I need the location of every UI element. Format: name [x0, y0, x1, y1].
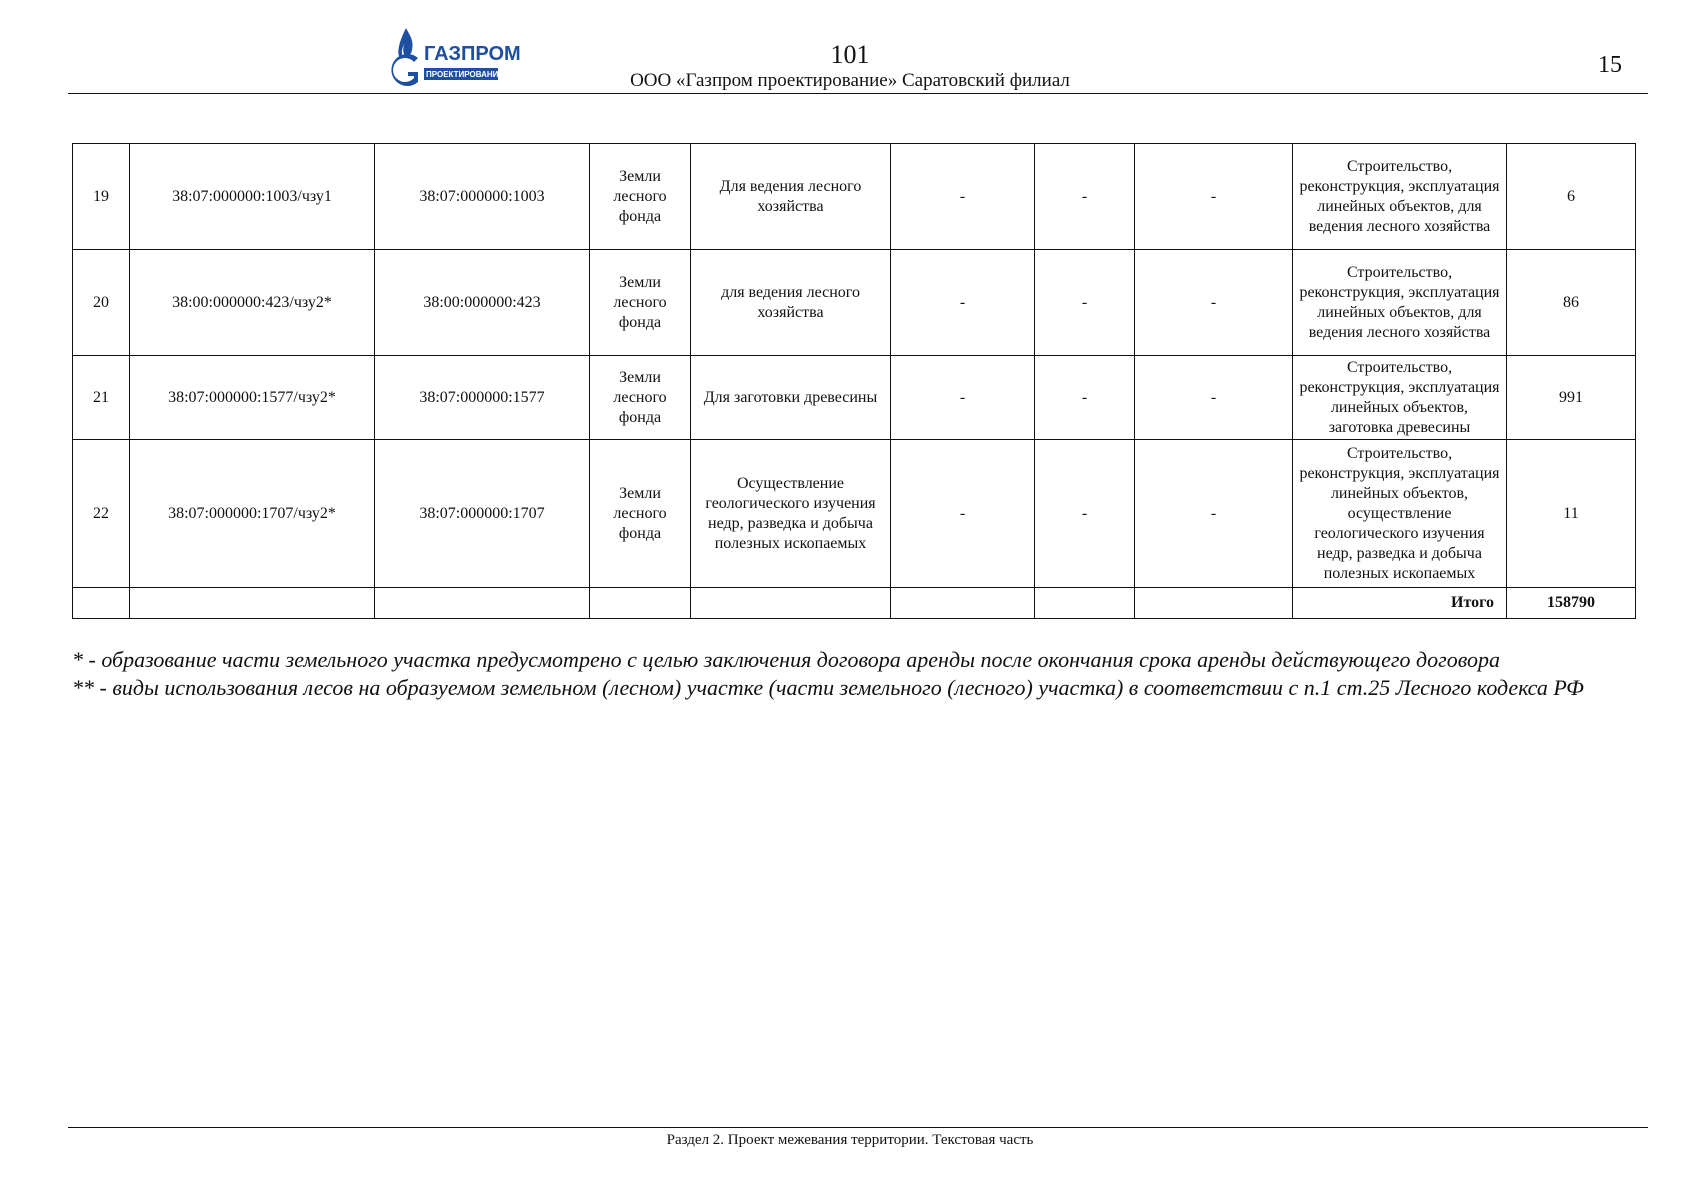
permitted-use: Для заготовки древесины: [691, 356, 891, 440]
empty-value: -: [891, 440, 1035, 588]
company-name: ООО «Газпром проектирование» Саратовский филиал: [630, 70, 1070, 91]
empty-value: -: [1035, 250, 1135, 356]
footnote-double-star: ** - виды использования лесов на образуемом земельном (лесном) участке (части земельного (лесного) участка) в соответствии с п.1 ст.25 Лесного кодекса РФ: [72, 675, 1584, 700]
header-divider: [68, 93, 1648, 94]
land-category: Земли лесного фонда: [590, 144, 691, 250]
formation-purpose: Строительство, реконструкция, эксплуатация линейных объектов, для ведения лесного хозяйства: [1293, 250, 1507, 356]
table-row: [73, 144, 1636, 250]
row-number: 20: [73, 250, 130, 356]
part-cadastral-id: 38:00:000000:423/чзу2*: [130, 250, 375, 356]
land-category: Земли лесного фонда: [590, 356, 691, 440]
empty-cell: [130, 588, 375, 619]
part-cadastral-id: 38:07:000000:1577/чзу2*: [130, 356, 375, 440]
center-page-number: 101: [830, 40, 870, 69]
total-row: [73, 588, 1636, 619]
parcel-cadastral-id: 38:07:000000:1707: [375, 440, 590, 588]
empty-cell: [1035, 588, 1135, 619]
row-number: 21: [73, 356, 130, 440]
parcel-cadastral-id: 38:07:000000:1577: [375, 356, 590, 440]
empty-value: -: [1135, 356, 1293, 440]
formation-purpose: Строительство, реконструкция, эксплуатация линейных объектов, осуществление геологического изучения недр, разведка и добыча полезных ископаемых: [1293, 440, 1507, 588]
permitted-use: для ведения лесного хозяйства: [691, 250, 891, 356]
page-number: 15: [1598, 52, 1622, 78]
footnotes: [72, 646, 1642, 702]
land-category: Земли лесного фонда: [590, 250, 691, 356]
table-row: [73, 440, 1636, 588]
area-value: 11: [1507, 440, 1636, 588]
row-number: 22: [73, 440, 130, 588]
parcel-cadastral-id: 38:00:000000:423: [375, 250, 590, 356]
total-value: 158790: [1507, 588, 1636, 619]
permitted-use: Для ведения лесного хозяйства: [691, 144, 891, 250]
gazprom-logo-icon: [388, 26, 521, 90]
empty-cell: [590, 588, 691, 619]
empty-cell: [691, 588, 891, 619]
empty-value: -: [1035, 356, 1135, 440]
empty-value: -: [1035, 144, 1135, 250]
area-value: 991: [1507, 356, 1636, 440]
row-number: 19: [73, 144, 130, 250]
formation-purpose: Строительство, реконструкция, эксплуатация линейных объектов, заготовка древесины: [1293, 356, 1507, 440]
land-category: Земли лесного фонда: [590, 440, 691, 588]
empty-cell: [375, 588, 590, 619]
formation-purpose: Строительство, реконструкция, эксплуатация линейных объектов, для ведения лесного хозяйства: [1293, 144, 1507, 250]
table-row: [73, 250, 1636, 356]
part-cadastral-id: 38:07:000000:1003/чзу1: [130, 144, 375, 250]
permitted-use: Осуществление геологического изучения недр, разведка и добыча полезных ископаемых: [691, 440, 891, 588]
empty-cell: [891, 588, 1035, 619]
area-value: 86: [1507, 250, 1636, 356]
empty-value: -: [891, 250, 1035, 356]
page-header: [0, 0, 1697, 100]
logo-brand-text: ГАЗПРОМ: [424, 43, 521, 65]
empty-cell: [1135, 588, 1293, 619]
section-title: Раздел 2. Проект межевания территории. Текстовая часть: [666, 1132, 1034, 1148]
empty-value: -: [1035, 440, 1135, 588]
empty-cell: [73, 588, 130, 619]
table-row: [73, 356, 1636, 440]
part-cadastral-id: 38:07:000000:1707/чзу2*: [130, 440, 375, 588]
total-label: Итого: [1293, 588, 1507, 619]
empty-value: -: [891, 356, 1035, 440]
parcel-cadastral-id: 38:07:000000:1003: [375, 144, 590, 250]
empty-value: -: [1135, 144, 1293, 250]
footnote-single-star: * - образование части земельного участка предусмотрено с целью заключения договора аренды после окончания срока аренды действующего договора: [72, 647, 1500, 672]
empty-value: -: [1135, 440, 1293, 588]
empty-value: -: [1135, 250, 1293, 356]
area-value: 6: [1507, 144, 1636, 250]
empty-value: -: [891, 144, 1035, 250]
land-parcels-table: [72, 143, 1636, 619]
footer-divider: [68, 1127, 1648, 1128]
logo-sub-text: ПРОЕКТИРОВАНИЕ: [426, 70, 504, 79]
